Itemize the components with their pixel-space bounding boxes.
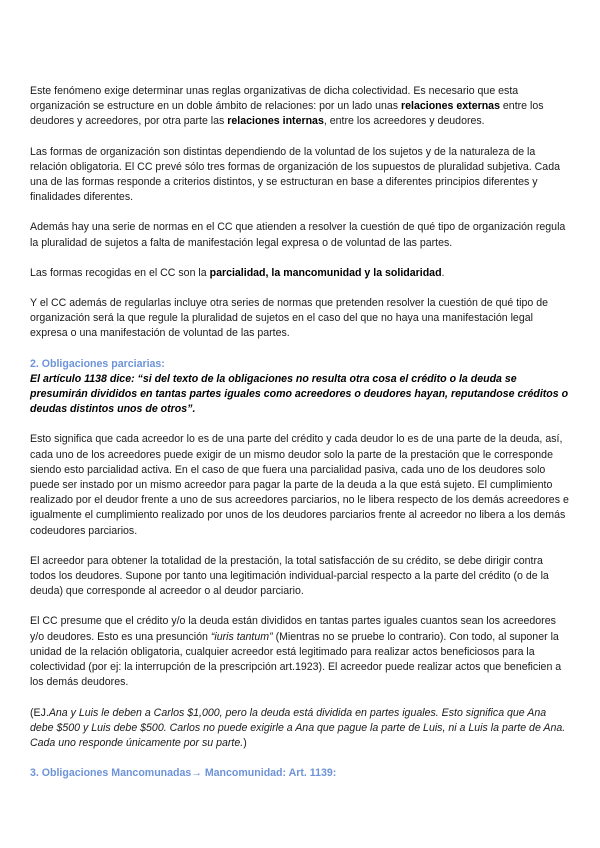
- italic-iuris-tantum: “iuris tantum”: [210, 630, 273, 643]
- paragraph-otras-normas: Y el CC además de regularlas incluye otra series de normas que pretenden resolver la cuestión de qué tipo de organización será la que regule la pluralidad de sujetos en el caso del que no haya una manifestación legal expresa o una manifestación de voluntad de las partes.: [30, 297, 549, 340]
- section-heading-mancomunadas: 3. Obligaciones Mancomunadas→ Mancomunidad: Art. 1139:: [30, 767, 337, 780]
- bold-relaciones-externas: relaciones externas: [401, 100, 500, 113]
- paragraph-normas-cc: Además hay una serie de normas en el CC que atienden a resolver la cuestión de qué tipo de organización regula la pluralidad de sujetos a falta de manifestación legal expresa o de voluntad de las partes.: [30, 221, 566, 249]
- italic-example: Ana y Luis le deben a Carlos $1,000, pero la deuda está dividida en partes iguales. Esto significa que Ana debe $500 y Luis debe $500. Carlos no puede exigirle a Ana que pague la parte de Luis, ni a Luis la parte de Ana. Cada uno responde únicamente por su parte.: [30, 706, 566, 749]
- paragraph-significado: Esto significa que cada acreedor lo es de una parte del crédito y cada deudor lo es de una parte de la deuda, así, cada uno de los acreedores puede exigir de un mismo deudor solo la parte de la prestación que le corresponde siendo esto parcialidad activa. En el caso de que fuera una parcialidad pasiva, cada uno de los deudores solo puede ser instado por un mismo acreedor para pagar la parte de la deuda a la que está sujeto. El cumplimiento realizado por el deudor frente a uno de sus acreedores parciarios, no le libera respecto de los demás acreedores e igualmente el cumplimiento realizado por unos de los deudores parciarios frente al acreedor no libera a los demás codeudores parciarios.: [30, 433, 569, 537]
- paragraph-presuncion: El CC presume que el crédito y/o la deuda están divididos en tantas partes iguales cuantos sean los acreedores y/o deudores. Esto es una presunción “iuris tantum” (Mientras no se pruebe lo contrario). Con todo, al suponer la unidad de la relación obligatoria, cualquier acreedor está legitimado para realizar actos beneficiosos para la colectividad (por ej: la interrupción de la prescripción art.1923). El acreedor puede realizar actos que beneficien a los demás deudores.: [30, 615, 562, 689]
- bold-formas-list: parcialidad, la mancomunidad y la solidaridad: [209, 266, 442, 279]
- bold-relaciones-internas: relaciones internas: [227, 115, 324, 128]
- paragraph-relaciones: Este fenómeno exige determinar unas reglas organizativas de dicha colectividad. Es necesario que esta organización se estructure en un doble ámbito de relaciones: por un lado unas relaciones externas entre los deudores y acreedores, por otra parte las relaciones internas, entre los acreedores y deudores.: [30, 85, 544, 128]
- paragraph-ejemplo: (EJ.Ana y Luis le deben a Carlos $1,000, pero la deuda está dividida en partes iguales. Esto significa que Ana debe $500 y Luis debe $500. Carlos no puede exigirle a Ana que pague la parte de Luis, ni a Luis la parte de Ana. Cada uno responde únicamente por su parte.): [30, 706, 566, 749]
- paragraph-formas-organizacion: Las formas de organización son distintas dependiendo de la voluntad de los sujetos y de la naturaleza de la relación obligatoria. El CC prevé sólo tres formas de organización de los supuestos de pluralidad subjetiva. Cada una de las formas responde a criterios distintos, y se estructuran en base a diferentes principios diferentes y finalidades diferentes.: [30, 145, 560, 204]
- paragraph-acreedor-totalidad: El acreedor para obtener la totalidad de la prestación, la total satisfacción de su crédito, se debe dirigir contra todos los deudores. Supone por tanto una legitimación individual-parcial respecto a la parte del crédito (o de la deuda) que corresponde al acreedor o al deudor parciario.: [30, 554, 549, 598]
- paragraph-formas-recogidas: Las formas recogidas en el CC son la parcialidad, la mancomunidad y la solidaridad.: [30, 266, 445, 279]
- article-1138-quote: El artículo 1138 dice: “si del texto de la obligaciones no resulta otra cosa el crédito o la deuda se presumirán divididos en tantas partes iguales como acreedores o deudores hayan, reputandose créditos o deudas distintos unos de otros”.: [30, 372, 569, 416]
- section-heading-parciarias: 2. Obligaciones parciarias:: [30, 357, 165, 370]
